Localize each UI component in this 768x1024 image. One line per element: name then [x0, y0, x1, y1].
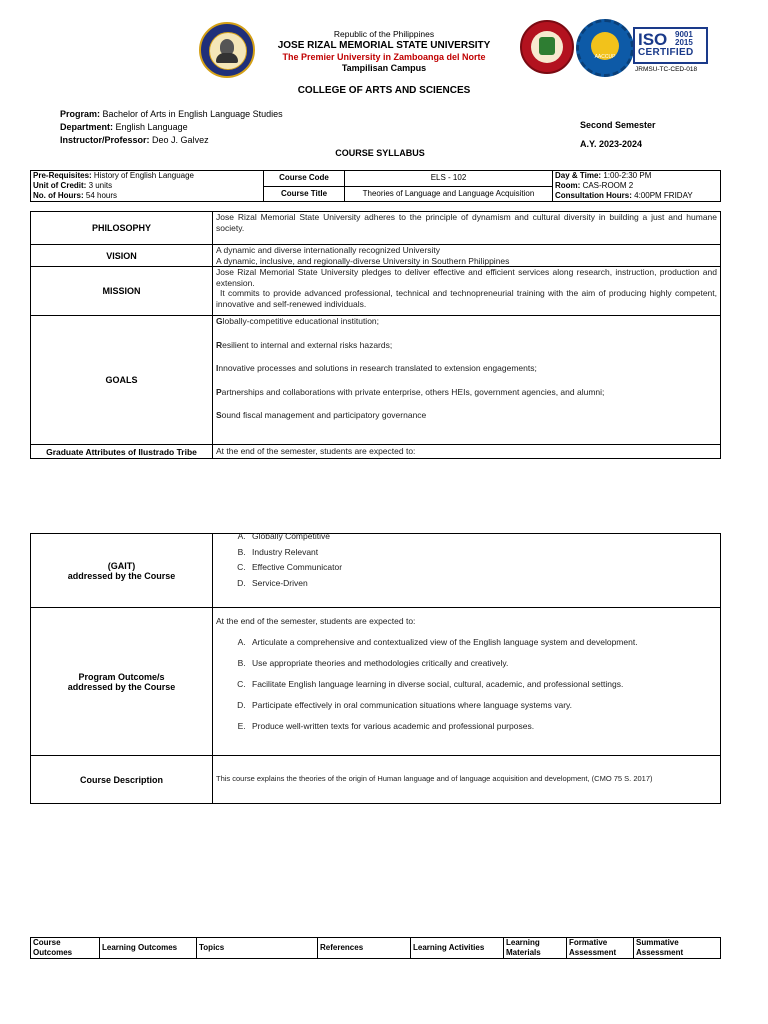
mission-paragraph-1: Jose Rizal Memorial State University pledges to deliver effective and efficient services along research, instruction, production and extension. — [216, 267, 717, 288]
institution-statements-table — [30, 211, 721, 459]
course-title-value: Theories of Language and Language Acquisition — [345, 186, 553, 202]
goal-item: Innovative processes and solutions in research translated to extension engagements; — [216, 363, 537, 373]
university-tagline: The Premier University in Zamboanga del Norte — [282, 52, 486, 62]
course-syllabus-title: COURSE SYLLABUS — [335, 148, 425, 158]
republic-line: Republic of the Philippines — [333, 29, 435, 39]
iso-certified-text: CERTIFIED — [638, 47, 694, 58]
mission-label: MISSION — [31, 267, 213, 316]
philosophy-label: PHILOSOPHY — [31, 212, 213, 245]
course-outcomes-table — [30, 533, 721, 804]
prereq-cell: Pre-Requisites: History of English Language Unit of Credit: 3 units No. of Hours: 54 hours — [31, 171, 264, 202]
goal-item: Sound fiscal management and participatory governance — [216, 410, 427, 420]
gait-item: D. Service-Driven — [248, 576, 717, 592]
course-description-text: This course explains the theories of the origin of Human language and of language acquisition and development, (CMO 75 S. 2017) — [213, 756, 721, 804]
gait-list-cell — [213, 531, 721, 608]
cas-college-seal-logo — [520, 20, 574, 74]
college-title: COLLEGE OF ARTS AND SCIENCES — [297, 85, 471, 96]
program-outcome-item: A. Articulate a comprehensive and contextualized view of the English language system and development. — [248, 637, 717, 648]
header-references: References — [318, 938, 411, 959]
gait-label: (GAIT) addressed by the Course — [31, 534, 213, 608]
program-outcome-item: C. Facilitate English language learning in diverse social, cultural, academic, and professional settings. — [248, 679, 717, 690]
course-code-label: Course Code — [264, 171, 345, 187]
course-description-label: Course Description — [31, 756, 213, 804]
semester-label: Second Semester — [580, 120, 656, 130]
iso-certified-badge — [633, 27, 708, 64]
gait-item: B. Industry Relevant — [248, 545, 717, 561]
university-name: JOSE RIZAL MEMORIAL STATE UNIVERSITY — [277, 40, 491, 51]
instructor-line: Instructor/Professor: Deo J. Galvez — [60, 135, 209, 145]
learning-plan-header-table — [30, 937, 721, 959]
program-outcome-item: D. Participate effectively in oral communication situations where language systems vary. — [248, 700, 717, 711]
course-title-label: Course Title — [264, 186, 345, 202]
course-code-value: ELS - 102 — [345, 171, 553, 187]
header-course-outcomes: Course Outcomes — [31, 938, 100, 959]
vision-label: VISION — [31, 245, 213, 267]
program-outcome-item: B. Use appropriate theories and methodologies critically and creatively. — [248, 658, 717, 669]
goal-item: Globally-competitive educational institution; — [216, 316, 380, 326]
gait-item: A. Globally Competitive — [248, 529, 717, 545]
program-line: Program: Bachelor of Arts in English Language Studies — [60, 109, 283, 119]
header-summative-assessment: Summative Assessment — [634, 938, 721, 959]
header-formative-assessment: Formative Assessment — [567, 938, 634, 959]
goals-cell — [213, 316, 721, 445]
goal-item: Resilient to internal and external risks hazards; — [216, 339, 393, 350]
iso-number-9001: 9001 — [675, 30, 693, 39]
header-learning-materials: Learning Materials — [504, 938, 567, 959]
header-topics: Topics — [197, 938, 318, 959]
document-code: JRMSU-TC-CED-018 — [635, 66, 698, 73]
mission-paragraph-2: It commits to provide advanced professional, technical and technopreneurial training with the aim of producing highly competent, innovative and self-renewed individuals. — [216, 288, 717, 309]
philosophy-text: Jose Rizal Memorial State University adheres to the principle of dynamism and cultural diversity in building a just and humane society. — [213, 212, 721, 245]
program-outcomes-intro: At the end of the semester, students are expected to: — [216, 616, 416, 626]
vision-line-1: A dynamic and diverse internationally recognized University — [216, 245, 440, 255]
goals-label: GOALS — [31, 316, 213, 445]
program-outcome-item: E. Produce well-written texts for various academic and professional purposes. — [248, 721, 717, 732]
schedule-cell: Day & Time: 1:00-2:30 PM Room: CAS-ROOM 2 Consultation Hours: 4:00PM FRIDAY — [553, 171, 721, 202]
program-outcomes-list — [216, 637, 717, 732]
graduate-attributes-text: At the end of the semester, students are expected to: — [213, 445, 721, 459]
gait-item: C. Effective Communicator — [248, 560, 717, 576]
department-line: Department: English Language — [60, 122, 188, 132]
gait-list — [216, 529, 717, 591]
goal-item: Partnerships and collaborations with private enterprise, others HEIs, government agencies, and alumni; — [216, 386, 605, 397]
program-outcomes-cell — [213, 608, 721, 756]
header-learning-activities: Learning Activities — [411, 938, 504, 959]
course-info-table — [30, 170, 721, 202]
graduate-attributes-label: Graduate Attributes of Ilustrado Tribe — [31, 445, 213, 459]
iso-number-2015: 2015 — [675, 38, 693, 47]
vision-line-2: A dynamic, inclusive, and regionally-diverse University in Southern Philippines — [216, 255, 510, 266]
vision-cell — [213, 245, 721, 267]
mission-cell — [213, 267, 721, 316]
academic-year: A.Y. 2023-2024 — [580, 139, 643, 149]
header-learning-outcomes: Learning Outcomes — [100, 938, 197, 959]
program-outcomes-label: Program Outcome/s addressed by the Course — [31, 608, 213, 756]
campus-name: Tampilisan Campus — [341, 63, 427, 73]
aaccup-gear-logo: AACCUP — [576, 19, 634, 77]
iso-text: ISO — [638, 30, 668, 49]
